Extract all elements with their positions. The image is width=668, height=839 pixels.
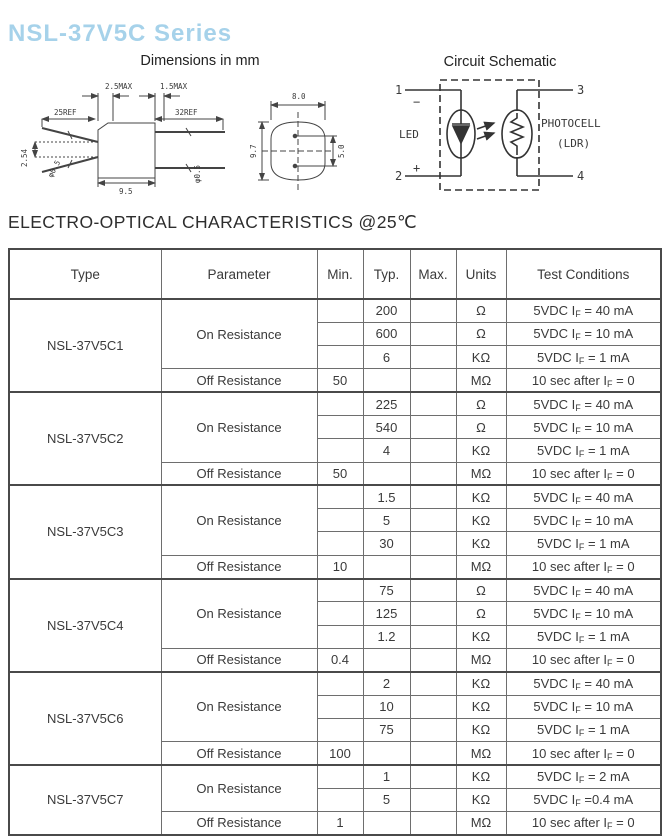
max-cell bbox=[410, 788, 456, 811]
min-cell bbox=[317, 718, 363, 741]
min-cell: 100 bbox=[317, 742, 363, 765]
test-conditions-cell: 10 sec after $I_F = 0$ bbox=[506, 369, 661, 392]
circuit-schematic-drawing bbox=[385, 73, 668, 203]
table-body bbox=[9, 299, 661, 835]
table-row bbox=[9, 672, 661, 695]
units-cell: KΩ bbox=[456, 672, 506, 695]
header-parameter: Parameter bbox=[161, 249, 317, 299]
units-cell: MΩ bbox=[456, 812, 506, 835]
parameter-cell: On Resistance bbox=[161, 765, 317, 812]
parameter-cell: Off Resistance bbox=[161, 462, 317, 485]
test-conditions-cell: 5VDC $I_F = 10$ mA bbox=[506, 322, 661, 345]
test-conditions-cell: 5VDC $I_F = 1$ mA bbox=[506, 625, 661, 648]
typ-cell: 5 bbox=[363, 788, 410, 811]
max-cell bbox=[410, 672, 456, 695]
schematic-caption: Circuit Schematic bbox=[443, 54, 557, 70]
test-conditions-cell: 5VDC $I_F = 1$ mA bbox=[506, 439, 661, 462]
typ-cell: 5 bbox=[363, 509, 410, 532]
type-cell: NSL-37V5C6 bbox=[9, 672, 161, 765]
units-cell: KΩ bbox=[456, 485, 506, 508]
parameter-cell: Off Resistance bbox=[161, 555, 317, 578]
header-test-conditions: Test Conditions bbox=[506, 249, 661, 299]
min-cell bbox=[317, 602, 363, 625]
section-heading: ELECTRO-OPTICAL CHARACTERISTICS @25℃ bbox=[8, 212, 418, 232]
typ-cell: 2 bbox=[363, 672, 410, 695]
typ-cell: 600 bbox=[363, 322, 410, 345]
dim-1-5max: 1.5MAX bbox=[160, 82, 188, 91]
units-cell: MΩ bbox=[456, 369, 506, 392]
test-conditions-cell: 10 sec after $I_F = 0$ bbox=[506, 648, 661, 671]
typ-cell bbox=[363, 369, 410, 392]
light-arrow bbox=[477, 123, 494, 129]
test-conditions-cell: 5VDC $I_F = 1$ mA bbox=[506, 346, 661, 369]
min-cell bbox=[317, 299, 363, 322]
characteristics-table-wrap bbox=[8, 248, 662, 836]
test-conditions-cell: 10 sec after $I_F = 0$ bbox=[506, 555, 661, 578]
units-cell: Ω bbox=[456, 415, 506, 438]
dim-25ref: 25REF bbox=[54, 108, 77, 117]
parameter-cell: On Resistance bbox=[161, 299, 317, 369]
table-row bbox=[9, 579, 661, 602]
table-header-row bbox=[9, 249, 661, 299]
test-conditions-cell: 5VDC $I_F = 2$ mA bbox=[506, 765, 661, 788]
units-cell: KΩ bbox=[456, 439, 506, 462]
max-cell bbox=[410, 346, 456, 369]
dim-end-height: 9.7 bbox=[249, 144, 258, 158]
max-cell bbox=[410, 812, 456, 835]
type-cell: NSL-37V5C2 bbox=[9, 392, 161, 485]
max-cell bbox=[410, 509, 456, 532]
max-cell bbox=[410, 439, 456, 462]
led-minus-sign: − bbox=[413, 95, 421, 109]
units-cell: KΩ bbox=[456, 695, 506, 718]
parameter-cell: On Resistance bbox=[161, 485, 317, 555]
min-cell bbox=[317, 625, 363, 648]
units-cell: MΩ bbox=[456, 462, 506, 485]
parameter-cell: On Resistance bbox=[161, 672, 317, 742]
min-cell: 50 bbox=[317, 462, 363, 485]
max-cell bbox=[410, 532, 456, 555]
test-conditions-cell: 5VDC $I_F = 40$ mA bbox=[506, 299, 661, 322]
dimensions-caption: Dimensions in mm bbox=[140, 53, 260, 69]
led-label: LED bbox=[399, 128, 419, 141]
units-cell: Ω bbox=[456, 579, 506, 602]
test-conditions-cell: 5VDC $I_F = 40$ mA bbox=[506, 485, 661, 508]
eo-table bbox=[8, 248, 662, 836]
min-cell bbox=[317, 415, 363, 438]
typ-cell: 75 bbox=[363, 579, 410, 602]
min-cell: 50 bbox=[317, 369, 363, 392]
typ-cell bbox=[363, 462, 410, 485]
min-cell: 1 bbox=[317, 812, 363, 835]
table-row bbox=[9, 765, 661, 788]
max-cell bbox=[410, 742, 456, 765]
max-cell bbox=[410, 695, 456, 718]
min-cell bbox=[317, 392, 363, 415]
table-row bbox=[9, 485, 661, 508]
type-cell: NSL-37V5C4 bbox=[9, 579, 161, 672]
typ-cell: 1.2 bbox=[363, 625, 410, 648]
max-cell bbox=[410, 485, 456, 508]
test-conditions-cell: 5VDC $I_F = 10$ mA bbox=[506, 695, 661, 718]
parameter-cell: Off Resistance bbox=[161, 742, 317, 765]
min-cell bbox=[317, 532, 363, 555]
header-type: Type bbox=[9, 249, 161, 299]
pin-4-label: 4 bbox=[577, 169, 585, 183]
units-cell: KΩ bbox=[456, 625, 506, 648]
typ-cell: 6 bbox=[363, 346, 410, 369]
end-view-drawing bbox=[258, 101, 337, 190]
header-units: Units bbox=[456, 249, 506, 299]
typ-cell: 1 bbox=[363, 765, 410, 788]
test-conditions-cell: 10 sec after $I_F = 0$ bbox=[506, 462, 661, 485]
min-cell bbox=[317, 579, 363, 602]
ldr-label: (LDR) bbox=[557, 137, 591, 150]
dim-pin-spacing: 5.0 bbox=[337, 144, 346, 158]
min-cell bbox=[317, 439, 363, 462]
pin-2-label: 2 bbox=[395, 169, 403, 183]
units-cell: MΩ bbox=[456, 555, 506, 578]
typ-cell: 225 bbox=[363, 392, 410, 415]
typ-cell bbox=[363, 555, 410, 578]
min-cell: 10 bbox=[317, 555, 363, 578]
units-cell: Ω bbox=[456, 392, 506, 415]
dim-lead-dia-left: φ0.5 bbox=[45, 158, 63, 179]
type-cell: NSL-37V5C1 bbox=[9, 299, 161, 392]
typ-cell: 75 bbox=[363, 718, 410, 741]
min-cell bbox=[317, 485, 363, 508]
header-max: Max. bbox=[410, 249, 456, 299]
units-cell: KΩ bbox=[456, 788, 506, 811]
max-cell bbox=[410, 392, 456, 415]
test-conditions-cell: 5VDC $I_F = 40$ mA bbox=[506, 392, 661, 415]
max-cell bbox=[410, 555, 456, 578]
max-cell bbox=[410, 322, 456, 345]
test-conditions-cell: 5VDC $I_F = 1$ mA bbox=[506, 532, 661, 555]
dim-body-length: 9.5 bbox=[119, 187, 133, 196]
typ-cell: 30 bbox=[363, 532, 410, 555]
typ-cell: 1.5 bbox=[363, 485, 410, 508]
max-cell bbox=[410, 415, 456, 438]
header-typ: Typ. bbox=[363, 249, 410, 299]
test-conditions-cell: 5VDC $I_F = 10$ mA bbox=[506, 509, 661, 532]
dim-lead-dia-right: φ0.5 bbox=[193, 164, 202, 183]
light-arrow bbox=[477, 133, 494, 139]
max-cell bbox=[410, 718, 456, 741]
test-conditions-cell: 5VDC $I_F = 10$ mA bbox=[506, 602, 661, 625]
units-cell: MΩ bbox=[456, 742, 506, 765]
dim-end-width: 8.0 bbox=[292, 92, 306, 101]
parameter-cell: On Resistance bbox=[161, 579, 317, 649]
typ-cell bbox=[363, 648, 410, 671]
parameter-cell: Off Resistance bbox=[161, 369, 317, 392]
units-cell: MΩ bbox=[456, 648, 506, 671]
test-conditions-cell: 10 sec after $I_F = 0$ bbox=[506, 812, 661, 835]
dim-2-5max: 2.5MAX bbox=[105, 82, 133, 91]
test-conditions-cell: 10 sec after $I_F = 0$ bbox=[506, 742, 661, 765]
dim-pitch: 2.54 bbox=[20, 148, 29, 167]
parameter-cell: Off Resistance bbox=[161, 648, 317, 671]
max-cell bbox=[410, 462, 456, 485]
max-cell bbox=[410, 369, 456, 392]
type-cell: NSL-37V5C7 bbox=[9, 765, 161, 835]
table-row bbox=[9, 392, 661, 415]
units-cell: Ω bbox=[456, 299, 506, 322]
pin-1-label: 1 bbox=[395, 83, 403, 97]
max-cell bbox=[410, 579, 456, 602]
type-cell: NSL-37V5C3 bbox=[9, 485, 161, 578]
units-cell: KΩ bbox=[456, 765, 506, 788]
typ-cell: 200 bbox=[363, 299, 410, 322]
max-cell bbox=[410, 299, 456, 322]
min-cell: 0.4 bbox=[317, 648, 363, 671]
test-conditions-cell: 5VDC $I_F = 40$ mA bbox=[506, 579, 661, 602]
max-cell bbox=[410, 625, 456, 648]
parameter-cell: On Resistance bbox=[161, 392, 317, 462]
led-plus-sign: + bbox=[413, 161, 421, 175]
min-cell bbox=[317, 346, 363, 369]
dim-32ref: 32REF bbox=[175, 108, 198, 117]
min-cell bbox=[317, 765, 363, 788]
photocell-label: PHOTOCELL bbox=[541, 117, 601, 130]
pin-3-label: 3 bbox=[577, 83, 585, 97]
units-cell: Ω bbox=[456, 322, 506, 345]
test-conditions-cell: 5VDC $I_F = 10$ mA bbox=[506, 415, 661, 438]
min-cell bbox=[317, 509, 363, 532]
max-cell bbox=[410, 648, 456, 671]
min-cell bbox=[317, 672, 363, 695]
units-cell: KΩ bbox=[456, 346, 506, 369]
min-cell bbox=[317, 695, 363, 718]
typ-cell: 540 bbox=[363, 415, 410, 438]
units-cell: KΩ bbox=[456, 532, 506, 555]
typ-cell bbox=[363, 812, 410, 835]
typ-cell: 4 bbox=[363, 439, 410, 462]
max-cell bbox=[410, 765, 456, 788]
units-cell: KΩ bbox=[456, 718, 506, 741]
units-cell: KΩ bbox=[456, 509, 506, 532]
min-cell bbox=[317, 322, 363, 345]
max-cell bbox=[410, 602, 456, 625]
package-dimensions-drawing bbox=[10, 75, 360, 215]
header-min: Min. bbox=[317, 249, 363, 299]
parameter-cell: Off Resistance bbox=[161, 812, 317, 835]
units-cell: Ω bbox=[456, 602, 506, 625]
typ-cell: 125 bbox=[363, 602, 410, 625]
test-conditions-cell: 5VDC $I_F =0.4$ mA bbox=[506, 788, 661, 811]
page-title: NSL-37V5C Series bbox=[8, 20, 233, 47]
typ-cell bbox=[363, 742, 410, 765]
typ-cell: 10 bbox=[363, 695, 410, 718]
test-conditions-cell: 5VDC $I_F = 40$ mA bbox=[506, 672, 661, 695]
table-row bbox=[9, 299, 661, 322]
min-cell bbox=[317, 788, 363, 811]
test-conditions-cell: 5VDC $I_F = 1$ mA bbox=[506, 718, 661, 741]
